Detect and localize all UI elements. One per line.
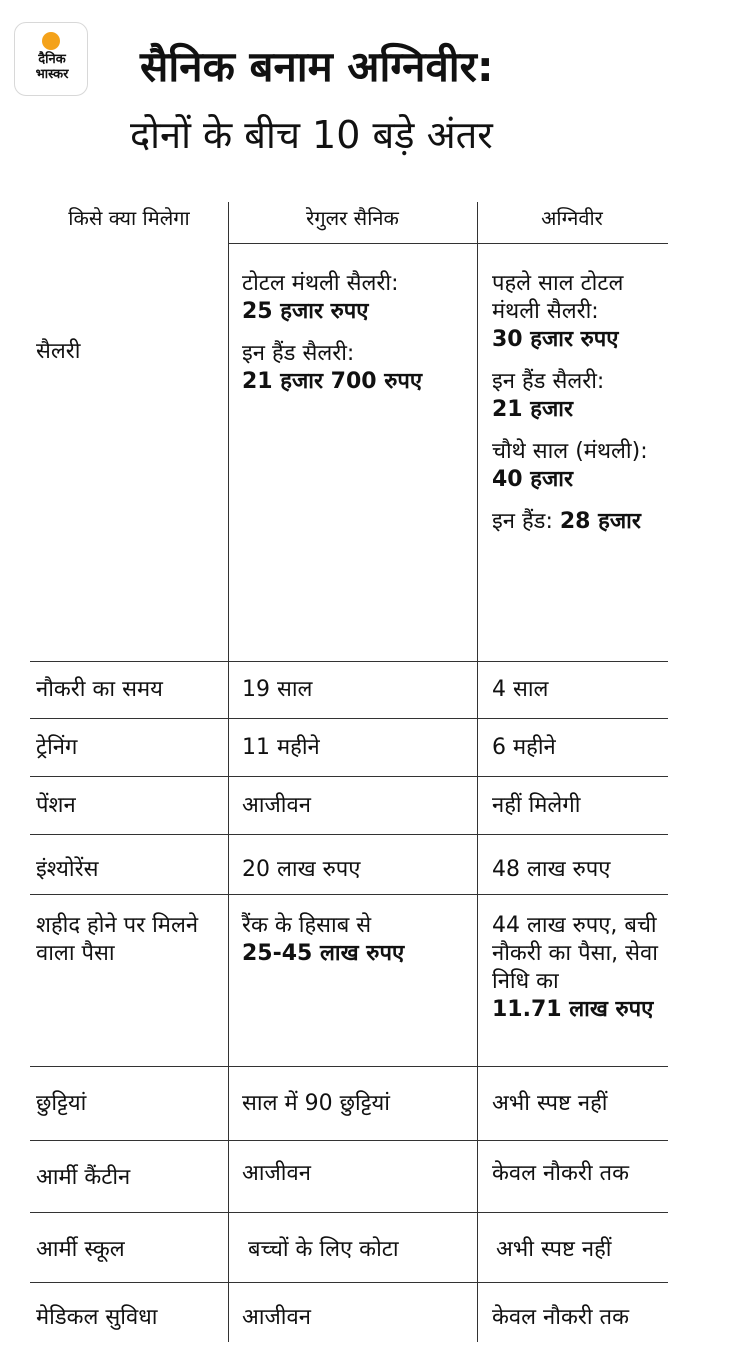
salary-agniveer-year4-inhand: [492, 508, 670, 536]
salary-agniveer-year4-inhand-label: इन हैंड:: [492, 509, 553, 534]
header-agniveer: अग्निवीर: [541, 206, 603, 230]
martyr-payout-regular-text: रैंक के हिसाब से: [242, 913, 372, 938]
salary-regular-total-label: टोटल मंथली सैलरी:: [242, 271, 399, 296]
salary-agniveer-total-label: पहले साल टोटल मंथली सैलरी:: [492, 271, 624, 324]
pension-regular: आजीवन: [242, 793, 311, 818]
salary-agniveer-year4-inhand-value: 28 हजार: [559, 509, 641, 534]
row-label-training: ट्रेनिंग: [36, 735, 78, 760]
row-divider: [30, 776, 668, 777]
martyr-payout-agniveer-value: 11.71 लाख रुपए: [492, 997, 654, 1022]
service-period-regular: 19 साल: [242, 677, 313, 702]
row-divider: [30, 661, 668, 662]
training-regular: 11 महीने: [242, 735, 320, 760]
logo-line2: भास्कर: [35, 67, 69, 82]
row-label-army-school: आर्मी स्कूल: [36, 1237, 125, 1262]
salary-agniveer-inhand-label: इन हैंड सैलरी:: [492, 369, 605, 394]
row-divider: [30, 1282, 668, 1283]
army-school-regular: बच्चों के लिए कोटा: [248, 1237, 399, 1262]
training-agniveer: 6 महीने: [492, 735, 556, 760]
leave-agniveer: अभी स्पष्ट नहीं: [492, 1091, 608, 1116]
pension-agniveer: नहीं मिलेगी: [492, 793, 581, 818]
army-canteen-agniveer: केवल नौकरी तक: [492, 1161, 629, 1186]
martyr-payout-agniveer: [492, 912, 670, 1024]
sun-icon: [42, 32, 60, 50]
service-period-agniveer: 4 साल: [492, 677, 549, 702]
row-label-leave: छुट्टियां: [36, 1091, 87, 1116]
header-regular-soldier: रेगुलर सैनिक: [306, 206, 399, 230]
salary-agniveer: [492, 270, 670, 536]
row-label-army-canteen: आर्मी कैंटीन: [36, 1165, 131, 1190]
martyr-payout-regular: [242, 912, 474, 968]
row-label-martyr-payout: शहीद होने पर मिलने वाला पैसा: [36, 913, 199, 966]
row-divider: [30, 894, 668, 895]
row-label-salary: सैलरी: [36, 339, 81, 364]
header-benefit: किसे क्या मिलेगा: [68, 206, 190, 230]
salary-agniveer-year4-label: चौथे साल (मंथली):: [492, 439, 648, 464]
medical-regular: आजीवन: [242, 1305, 311, 1330]
row-label-pension: पेंशन: [36, 793, 76, 818]
row-divider: [30, 1140, 668, 1141]
insurance-regular: 20 लाख रुपए: [242, 857, 361, 882]
salary-regular-total-value: 25 हजार रुपए: [242, 299, 369, 324]
column-divider: [477, 202, 478, 1342]
row-divider: [30, 834, 668, 835]
row-divider: [30, 1066, 668, 1067]
salary-regular-inhand-value: 21 हजार 700 रुपए: [242, 369, 423, 394]
salary-regular-inhand-label: इन हैंड सैलरी:: [242, 341, 355, 366]
salary-agniveer-total-value: 30 हजार रुपए: [492, 327, 619, 352]
row-label-medical: मेडिकल सुविधा: [36, 1305, 158, 1330]
row-label-insurance: इंश्योरेंस: [36, 857, 99, 882]
page-subtitle: दोनों के बीच 10 बड़े अंतर: [130, 113, 493, 157]
dainik-bhaskar-logo: [14, 22, 88, 96]
martyr-payout-regular-value: 25-45 लाख रुपए: [242, 941, 405, 966]
leave-regular: साल में 90 छुट्टियां: [242, 1091, 390, 1116]
column-divider: [228, 202, 229, 1342]
logo-line1: दैनिक: [38, 52, 66, 67]
salary-agniveer-inhand-value: 21 हजार: [492, 397, 573, 422]
martyr-payout-agniveer-text: 44 लाख रुपए, बची नौकरी का पैसा, सेवा निधि का: [492, 913, 658, 994]
army-school-agniveer: अभी स्पष्ट नहीं: [496, 1237, 612, 1262]
row-divider: [30, 1212, 668, 1213]
medical-agniveer: केवल नौकरी तक: [492, 1305, 629, 1330]
row-divider: [30, 718, 668, 719]
insurance-agniveer: 48 लाख रुपए: [492, 857, 611, 882]
army-canteen-regular: आजीवन: [242, 1161, 311, 1186]
row-divider: [228, 243, 668, 244]
row-label-service-period: नौकरी का समय: [36, 677, 163, 702]
page-title: सैनिक बनाम अग्निवीर:: [140, 42, 494, 91]
salary-agniveer-year4-value: 40 हजार: [492, 467, 573, 492]
salary-regular: [242, 270, 474, 396]
